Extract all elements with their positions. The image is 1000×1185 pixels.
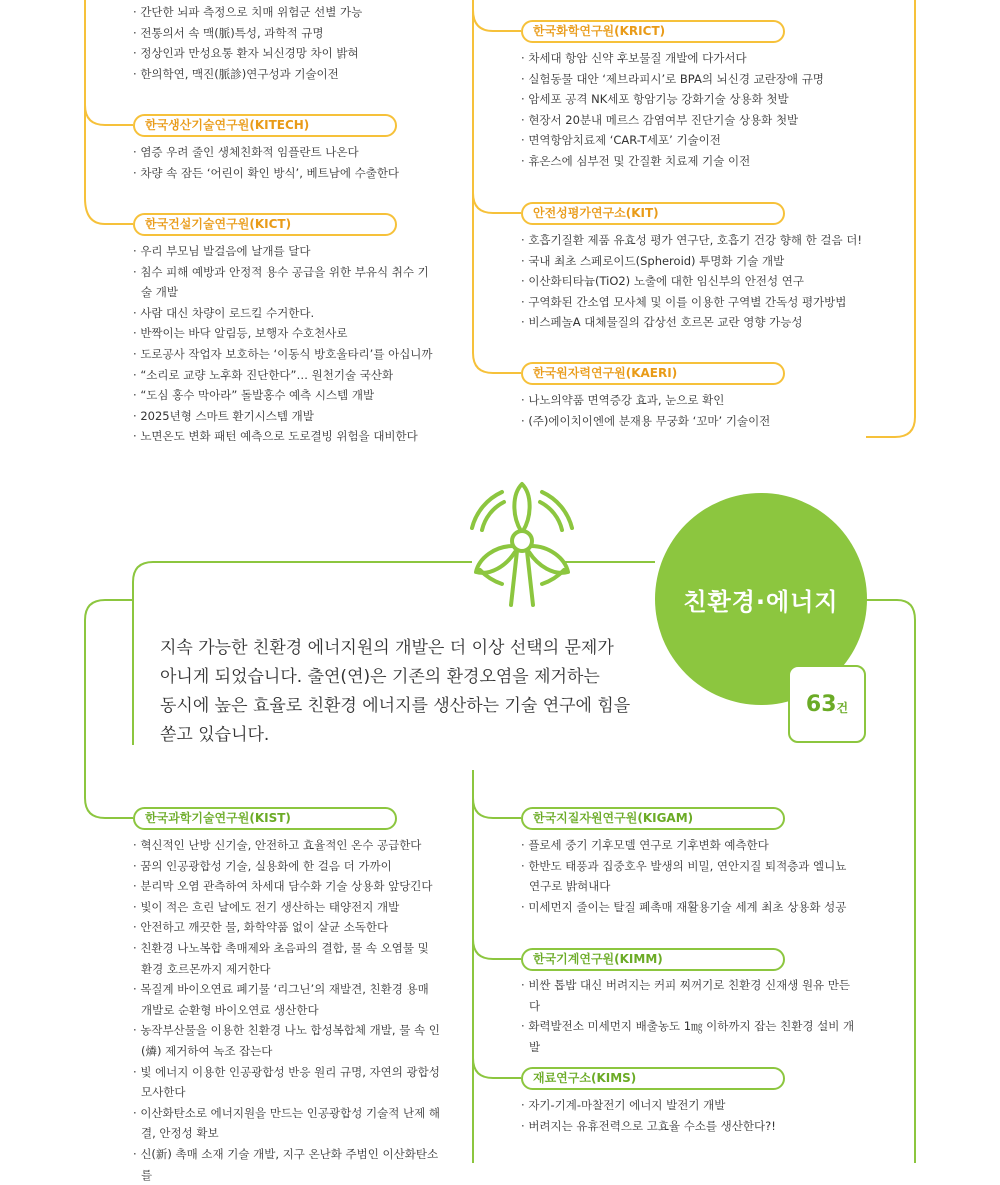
section-count-badge xyxy=(788,665,866,743)
list-item: · 전통의서 속 맥(脈)특성, 과학적 규명 xyxy=(133,23,453,44)
intro-line: 지속 가능한 친환경 에너지원의 개발은 더 이상 선택의 문제가 xyxy=(160,638,614,658)
list-item: · 사람 대신 차량이 로드킬 수거한다. xyxy=(133,303,438,324)
list-item: · 플로세 중기 기후모델 연구로 기후변화 예측한다 xyxy=(521,835,851,856)
list-item: · “도심 홍수 막아라” 돌발홍수 예측 시스템 개발 xyxy=(133,385,438,406)
list-item: · 안전하고 깨끗한 물, 화학약품 없이 살균 소독한다 xyxy=(133,917,443,938)
list-item: · 차량 속 잠든 ‘어린이 확인 방식’, 베트남에 수출한다 xyxy=(133,163,453,184)
count-number: 63 xyxy=(805,691,837,717)
kit-list xyxy=(521,230,901,333)
org-badge-kimm: 한국기계연구원(KIMM) xyxy=(521,948,785,971)
list-item: · 화력발전소 미세먼지 배출농도 1㎎ 이하까지 잡는 친환경 설비 개발 xyxy=(521,1016,861,1057)
org-badge-kitech: 한국생산기술연구원(KITECH) xyxy=(133,114,397,137)
intro-line: 아니게 되었습니다. 출연(연)은 기존의 환경오염을 제거하는 xyxy=(160,667,600,687)
list-item: · 염증 우려 줄인 생체친화적 임플란트 나온다 xyxy=(133,142,453,163)
list-item: · 버려지는 유휴전력으로 고효율 수소를 생산한다?! xyxy=(521,1116,861,1137)
section-intro xyxy=(160,634,640,750)
count-unit: 건 xyxy=(836,700,849,715)
list-item: · 노면온도 변화 패턴 예측으로 도로결빙 위험을 대비한다 xyxy=(133,426,438,447)
org-badge-kims: 재료연구소(KIMS) xyxy=(521,1067,785,1090)
org-badge-kist: 한국과학기술연구원(KIST) xyxy=(133,807,397,830)
kaeri-list xyxy=(521,390,881,431)
list-item: · 반짝이는 바닥 알림등, 보행자 수호천사로 xyxy=(133,323,438,344)
list-item: · 호흡기질환 제품 유효성 평가 연구단, 호흡기 건강 향해 한 걸음 더! xyxy=(521,230,901,251)
list-item: · 우리 부모님 발걸음에 날개를 달다 xyxy=(133,241,438,262)
list-item: · 간단한 뇌파 측정으로 치매 위험군 선별 가능 xyxy=(133,2,453,23)
intro-line: 쏟고 있습니다. xyxy=(160,725,270,745)
list-item: · 비싼 톱밥 대신 버려지는 커피 찌꺼기로 친환경 신재생 원유 만든다 xyxy=(521,975,861,1016)
list-item: · 침수 피해 예방과 안정적 용수 공급을 위한 부유식 취수 기술 개발 xyxy=(133,262,438,303)
org-badge-kict: 한국건설기술연구원(KICT) xyxy=(133,213,397,236)
kitech-list xyxy=(133,142,453,183)
kims-list xyxy=(521,1095,861,1136)
list-item: · 국내 최초 스페로이드(Spheroid) 투명화 기술 개발 xyxy=(521,251,901,272)
list-item: · 구역화된 간소엽 모사체 및 이를 이용한 구역별 간독성 평가방법 xyxy=(521,292,901,313)
list-item: · 한반도 태풍과 집중호우 발생의 비밀, 연안지질 퇴적층과 엘니뇨 연구로 밝혀내다 xyxy=(521,856,851,897)
list-item: · “소리로 교량 노후화 진단한다”… 원천기술 국산화 xyxy=(133,365,438,386)
org-badge-krict: 한국화학연구원(KRICT) xyxy=(521,20,785,43)
list-item: · 2025년형 스마트 환기시스템 개발 xyxy=(133,406,438,427)
list-item: · 휴온스에 심부전 및 간질환 치료제 기술 이전 xyxy=(521,151,881,172)
list-item: · 면역항암치료제 ‘CAR-T세포’ 기술이전 xyxy=(521,130,881,151)
list-item: · 농작부산물을 이용한 친환경 나노 합성복합체 개발, 물 속 인(燐) 제거하여 녹조 잡는다 xyxy=(133,1020,443,1061)
intro-line: 동시에 높은 효율로 친환경 에너지를 생산하는 기술 연구에 힘을 xyxy=(160,696,631,716)
list-item: · 꿈의 인공광합성 기술, 실용화에 한 걸음 더 가까이 xyxy=(133,856,443,877)
list-item: · 자기-기계-마찰전기 에너지 발전기 개발 xyxy=(521,1095,861,1116)
list-item: · 친환경 나노복합 촉매제와 초음파의 결합, 물 속 오염물 및 환경 호르몬까지 제거한다 xyxy=(133,938,443,979)
list-item: · 빛 에너지 이용한 인공광합성 반응 원리 규명, 자연의 광합성 모사한다 xyxy=(133,1062,443,1103)
kict-list xyxy=(133,241,438,447)
list-item: · 도로공사 작업자 보호하는 ‘이동식 방호울타리’를 아십니까 xyxy=(133,344,438,365)
list-item: · (주)에이치이엔에 분재용 무궁화 ‘꼬마’ 기술이전 xyxy=(521,411,881,432)
list-item: · 나노의약품 면역증강 효과, 눈으로 확인 xyxy=(521,390,881,411)
kist-list xyxy=(133,835,443,1185)
top-left-intro-list xyxy=(133,2,453,84)
org-badge-kigam: 한국지질자원연구원(KIGAM) xyxy=(521,807,785,830)
list-item: · 목질계 바이오연료 폐기물 ‘리그닌’의 재발견, 친환경 용매 개발로 순환형 바이오연료 생산한다 xyxy=(133,979,443,1020)
list-item: · 혁신적인 난방 신기술, 안전하고 효율적인 온수 공급한다 xyxy=(133,835,443,856)
kimm-list xyxy=(521,975,861,1057)
org-badge-kit: 안전성평가연구소(KIT) xyxy=(521,202,785,225)
list-item: · 암세포 공격 NK세포 항암기능 강화기술 상용화 첫발 xyxy=(521,89,881,110)
list-item: · 한의학연, 맥진(脈診)연구성과 기술이전 xyxy=(133,64,453,85)
section-title: 친환경·에너지 xyxy=(683,587,839,616)
list-item: · 미세먼지 줄이는 탈질 폐촉매 재활용기술 세계 최초 상용화 성공 xyxy=(521,897,851,918)
list-item: · 신(新) 촉매 소재 기술 개발, 지구 온난화 주범인 이산화탄소를 xyxy=(133,1144,443,1185)
wind-turbine-icon xyxy=(464,480,580,608)
kigam-list xyxy=(521,835,851,917)
org-badge-kaeri: 한국원자력연구원(KAERI) xyxy=(521,362,785,385)
list-item: · 정상인과 만성요통 환자 뇌신경망 차이 밝혀 xyxy=(133,43,453,64)
list-item: · 차세대 항암 신약 후보물질 개발에 다가서다 xyxy=(521,48,881,69)
list-item: · 비스페놀A 대체물질의 갑상선 호르몬 교란 영향 가능성 xyxy=(521,312,901,333)
list-item: · 분리막 오염 관측하여 차세대 담수화 기술 상용화 앞당긴다 xyxy=(133,876,443,897)
list-item: · 현장서 20분내 메르스 감염여부 진단기술 상용화 첫발 xyxy=(521,110,881,131)
list-item: · 이산화탄소로 에너지원을 만드는 인공광합성 기술적 난제 해결, 안정성 확보 xyxy=(133,1103,443,1144)
krict-list xyxy=(521,48,881,172)
list-item: · 이산화티타늄(TiO2) 노출에 대한 임신부의 안전성 연구 xyxy=(521,271,901,292)
list-item: · 실험동물 대안 ‘제브라피시’로 BPA의 뇌신경 교란장애 규명 xyxy=(521,69,881,90)
list-item: · 빛이 적은 흐린 날에도 전기 생산하는 태양전지 개발 xyxy=(133,897,443,918)
